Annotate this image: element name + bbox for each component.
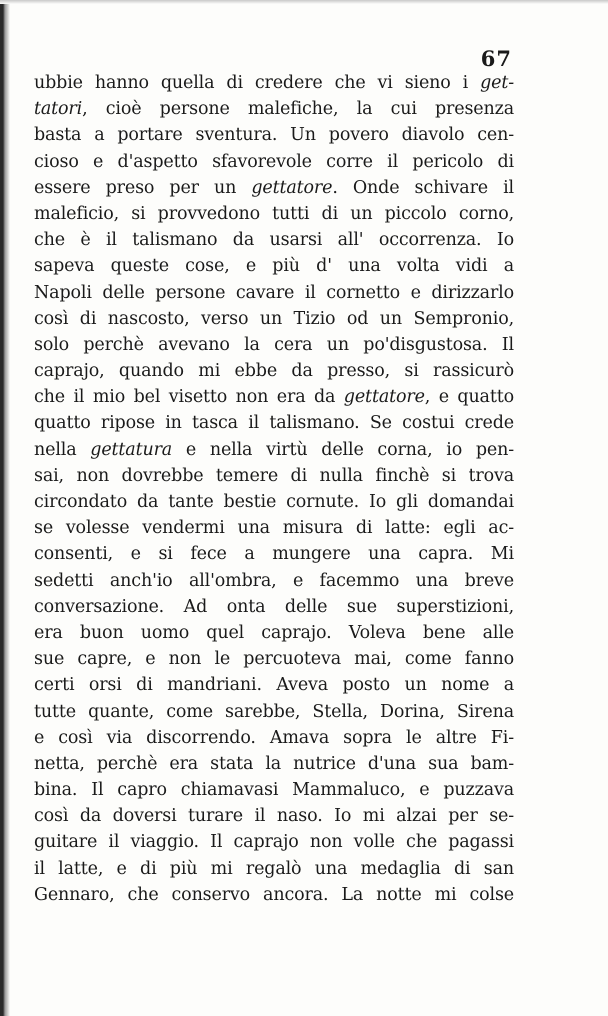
text-line: ubbie hanno quella di credere che vi sieno i get- [34,73,514,93]
text-line: era buon uomo quel caprajo. Voleva bene alle [34,622,514,643]
text-line: tatori, cioè persone malefiche, la cui presenza [34,99,514,120]
italic-term: gettatore [343,387,425,408]
text-line: sedetti anch'io all'ombra, e facemmo una breve [34,570,514,591]
text-line: bina. Il capro chiamavasi Mammaluco, e puzzava [34,780,514,801]
text-line: sapeva queste cose, e più d' una volta vidi a [34,256,514,277]
text-line: che il mio bel visetto non era da gettatore, e quatto [34,387,514,408]
italic-term: tatori [34,99,83,120]
text-line: quatto ripose in tasca il talismano. Se costui crede [34,413,514,434]
text-line: maleficio, si provvedono tutti di un piccolo corno, [34,203,514,224]
text-line: il latte, e di più mi regalò una medaglia di san [34,858,514,879]
page-binding-edge [0,0,10,1016]
text-line: sue capre, e non le percuoteva mai, come fanno [34,649,514,670]
page-top-edge [0,0,608,4]
italic-term: get- [480,73,514,93]
page-number: 67 [480,46,512,71]
text-line: che è il talismano da usarsi all' occorrenza. Io [34,230,514,251]
text-line: nella gettatura e nella virtù delle corna, io pen- [34,439,515,460]
text-line: così da doversi turare il naso. Io mi alzai per se- [34,806,514,827]
text-line: Napoli delle persone cavare il cornetto e dirizzarlo [34,282,514,303]
text-line: solo perchè avevano la cera un po'disgustosa. Il [34,334,514,355]
text-line: caprajo, quando mi ebbe da presso, si rassicurò [34,361,514,382]
text-line: cioso e d'aspetto sfavorevole corre il pericolo di [34,151,514,172]
text-line: essere preso per un gettatore. Onde schivare il [34,177,514,198]
text-line: tutte quante, come sarebbe, Stella, Dorina, Sirena [34,701,514,722]
text-line: guitare il viaggio. Il caprajo non volle che pagassi [34,832,514,853]
text-line: certi orsi di mandriani. Aveva posto un nome a [34,675,514,696]
text-line: così di nascosto, verso un Tizio od un Sempronio, [34,308,514,329]
body-text [34,70,514,908]
text-line: basta a portare sventura. Un povero diavolo cen- [34,125,514,146]
italic-term: gettatura [90,439,173,460]
text-line: conversazione. Ad onta delle sue superstizioni, [34,596,514,617]
text-line: Gennaro, che conservo ancora. La notte mi colse [34,884,514,905]
text-line: sai, non dovrebbe temere di nulla finchè si trova [34,465,514,486]
text-line: se volesse vendermi una misura di latte: egli ac- [34,518,514,539]
text-line: consenti, e si fece a mungere una capra. Mi [34,544,514,565]
text-line: circondato da tante bestie cornute. Io gli domandai [34,492,514,512]
text-line: netta, perchè era stata la nutrice d'una sua bam- [34,753,514,774]
italic-term: gettatore [251,177,333,198]
text-line: e così via discorrendo. Amava sopra le altre Fi- [34,727,514,748]
